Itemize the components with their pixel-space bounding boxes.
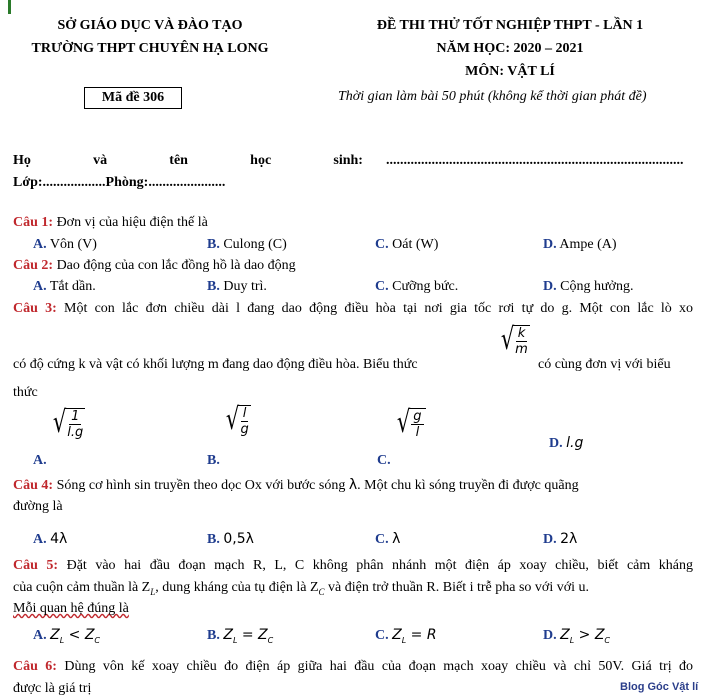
q4-option-c[interactable]: C. λ (375, 531, 401, 547)
q3-line3: thức (13, 385, 38, 400)
question-1: Câu 1: Đơn vị của hiệu điện thế là (13, 215, 208, 230)
q5-option-c[interactable]: C. $Z_L = R$ (375, 627, 437, 645)
class-room-line: Lớp:..................Phòng:...................... (13, 175, 226, 190)
blog-watermark: Blog Góc Vật lí (620, 681, 699, 693)
question-5: Câu 5: Đặt vào hai đầu đoạn mạch R, L, C không phân nhánh một điện áp xoay chiều, biết cảm kháng (13, 558, 694, 573)
q2-option-c[interactable]: C. Cưỡng bức. (375, 279, 459, 294)
q5-option-d[interactable]: D. $Z_L > Z_C$ (543, 627, 611, 645)
q1-option-b[interactable]: B. Culong (C) (207, 237, 287, 252)
q2-option-a[interactable]: A. Tắt dần. (33, 279, 96, 294)
q2-option-b[interactable]: B. Duy trì. (207, 279, 267, 294)
q4-option-a[interactable]: A. 4λ (33, 531, 68, 547)
question-2: Câu 2: Dao động của con lắc đồng hồ là dao động (13, 258, 296, 273)
q6-line2: được là giá trị (13, 681, 92, 696)
school-year: NĂM HỌC: 2020 – 2021 (436, 41, 584, 56)
q1-option-c[interactable]: C. Oát (W) (375, 237, 439, 252)
student-name-field[interactable]: ..................................................................................... (386, 153, 684, 168)
q4-line2: đường là (13, 499, 63, 514)
q3-expr-sqrt-k-over-m: √ $\frac{k}{m}$ (500, 322, 528, 357)
q1-option-a[interactable]: A. Vôn (V) (33, 237, 97, 252)
q3-option-d[interactable]: D. l.g (549, 435, 584, 451)
q4-option-d[interactable]: D. 2λ (543, 531, 578, 547)
school-name: TRƯỜNG THPT CHUYÊN HẠ LONG (31, 41, 269, 56)
q5-option-a[interactable]: A. $Z_L < Z_C$ (33, 627, 101, 645)
dept-name: SỞ GIÁO DỤC VÀ ĐÀO TẠO (57, 18, 243, 33)
question-3: Câu 3: Một con lắc đơn chiều dài l đang dao động điều hòa tại nơi gia tốc rơi tự do g. Một con lắc lò xo (13, 301, 694, 316)
exam-title: ĐỀ THI THỬ TỐT NGHIỆP THPT - LẦN 1 (376, 18, 644, 33)
q3-option-a[interactable]: A. √ $\frac{1}{l.g}$ (33, 405, 84, 468)
q3-line2b: có cùng đơn vị với biểu (538, 357, 671, 372)
subject: MÔN: VẬT LÍ (465, 64, 555, 79)
q5-line3: Mỗi quan hệ đúng là (13, 601, 129, 616)
q3-line2a: có độ cứng k và vật có khối lượng m đang dao động điều hòa. Biểu thức (13, 357, 418, 372)
question-4: Câu 4: Sóng cơ hình sin truyền theo dọc Ox với bước sóng λ. Một chu kì sóng truyền đi được quãng (13, 477, 579, 493)
q5-line2: của cuộn cảm thuần là $Z_L$, dung kháng của tụ điện là $Z_C$ và điện trở thuần R. Biết i trễ pha so với với u. (13, 580, 589, 597)
text-cursor (8, 0, 11, 14)
q4-option-b[interactable]: B. 0,5λ (207, 531, 254, 547)
exam-code-box: Mã đề 306 (84, 87, 182, 109)
q3-option-b[interactable]: B. √ $\frac{l}{g}$ (207, 402, 249, 468)
q2-option-d[interactable]: D. Cộng hưởng. (543, 279, 634, 294)
time-note: Thời gian làm bài 50 phút (không kể thời gian phát đề) (338, 89, 647, 104)
question-6: Câu 6: Dùng vôn kế xoay chiều đo điện áp giữa hai đầu của đoạn mạch xoay chiều và chỉ 50V. Giá trị đo (13, 659, 693, 674)
q5-option-b[interactable]: B. $Z_L = Z_C$ (207, 627, 274, 645)
q1-option-d[interactable]: D. Ampe (A) (543, 237, 617, 252)
q3-option-c[interactable]: C. √ $\frac{g}{l}$ (377, 408, 426, 440)
student-name-label: Họ và tên học sinh: (13, 153, 363, 168)
